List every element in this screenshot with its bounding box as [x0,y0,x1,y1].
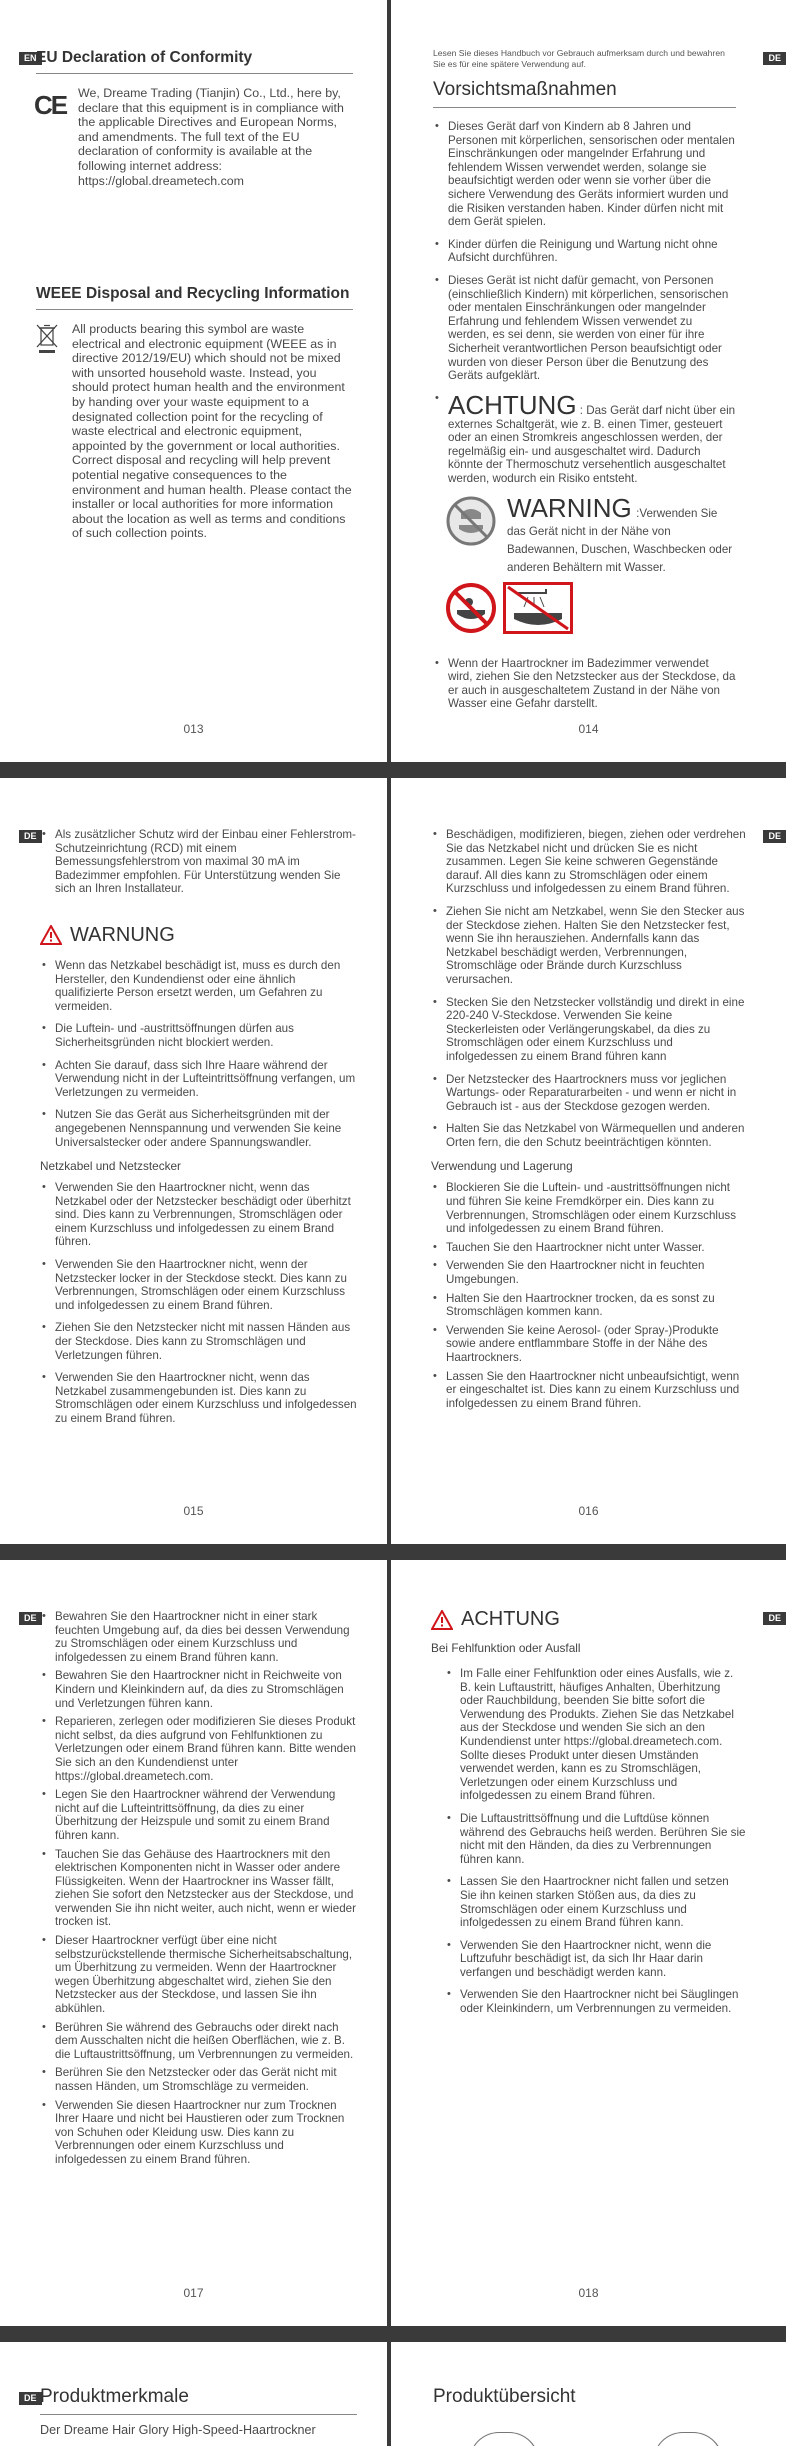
no-bath-icon [445,582,497,639]
malfunction-item: • Verwenden Sie den Haartrockner nicht, wenn die Luftzufuhr beschädigt ist, da sich Ihr Haar darin verfangen und beschädigt werden kann. [445,1939,746,1980]
page-number: 015 [183,1504,204,1518]
precaution-item: • Kinder dürfen die Reinigung und Wartung nicht ohne Aufsicht durchführen. [433,238,736,265]
section-subtitle: Bei Fehlfunktion oder Ausfall [431,1641,581,1655]
storage-item: • Bewahren Sie den Haartrockner nicht in Reichweite von Kindern und Kleinkindern auf, da dies zu Stromschlägen und Verletzungen führen kann. [40,1669,357,1710]
cable-item: • Der Netzstecker des Haartrockners muss vor jeglichen Wartungs- oder Reparaturarbeiten - und wenn er nicht in Gebrauch ist - aus der Steckdose gezogen werden. [431,1073,746,1114]
no-water-prohibition-icon [445,495,501,551]
title-rule [433,107,736,108]
page-016 [391,778,786,1544]
page-014 [391,0,786,762]
page-number: 016 [578,1504,599,1518]
spread-1 [0,0,786,762]
cable-item: • Verwenden Sie den Haartrockner nicht, wenn das Netzkabel zusammengebunden ist. Dies kann zu Stromschlägen oder einem Kurzschluss und infolgedessen zu einem Brand führen. [40,1371,357,1425]
storage-item: • Dieser Haartrockner verfügt über eine nicht selbstzurückstellende thermische Sicherheitsabschaltung, um Überhitzung zu vermeiden. Wenn der Haartrockner wegen Überhitzung abgeschaltet wird, ziehen Sie den Netzstecker aus der Steckdose, und lassen Sie ihn abkühlen. [40,1934,357,2016]
no-shower-icon [503,582,573,634]
warning-item: • Wenn das Netzkabel beschädigt ist, muss es durch den Hersteller, den Kundendienst oder eine ähnlich qualifizierte Person ersetzt werden, um Gefahren zu vermeiden. [40,959,357,1013]
usage-item: • Blockieren Sie die Luftein- und -austrittsöffnungen nicht und führen Sie keine Fremdkörper ein. Dies kann zu Verbrennungen, Stromschlägen oder einem Kurzschluss und infolgedessen zu einem Brand führen. [431,1181,746,1235]
usage-item: • Lassen Sie den Haartrockner nicht unbeaufsichtigt, wenn er eingeschaltet ist. Dies kann zu einem Kurzschluss und infolgedessen zu einem Brand führen. [431,1370,746,1411]
bathroom-item: • Wenn der Haartrockner im Badezimmer verwendet wird, ziehen Sie den Netzstecker aus der Steckdose, da er auch in ausgeschaltetem Zustand in der Nähe von Wasser eine Gefahr darstellt. [433,657,736,711]
achtung-title: ACHTUNG [461,1608,560,1630]
page-015 [0,778,387,1544]
warning-item: • Achten Sie darauf, dass sich Ihre Haare während der Verwendung nicht in der Lufteintrittsöffnung verfangen, um Verletzungen zu vermeiden. [40,1059,357,1100]
cable-item: • Stecken Sie den Netzstecker vollständig und direkt in eine 220-240 V-Steckdose. Verwenden Sie keine Steckerleisten oder Verlängerungskabel, da dies zu Stromschlägen oder einem Kurzschluss und infolgedessen zu einem Brand führen kann [431,996,746,1064]
section-subtitle: Netzkabel und Netzstecker [40,1159,181,1174]
achtung-text: : Das Gerät darf nicht über ein externes Schaltgerät, wie z. B. einen Timer, gesteuert oder an einen Stromkreis angeschlossen werden, der regelmäßig ein- und ausgeschaltet wird. Dadurch könnte der Thermoschutz versehentlich ausgeschaltet werden, wodurch ein Risiko entsteht. [448,403,736,486]
spread-4 [0,2342,786,2446]
storage-item: • Reparieren, zerlegen oder modifizieren Sie dieses Produkt nicht selbst, da dies aufgrund von Fehlfunktionen zu Verletzungen oder einem Brand führen kann. Bitte wenden Sie sich an den Kundendienst unter https://global.dreametech.com. [40,1715,357,1783]
intro-note: Lesen Sie dieses Handbuch vor Gebrauch aufmerksam durch und bewahren Sie es für eine spätere Verwendung auf. [433,48,725,69]
cable-item: • Halten Sie das Netzkabel von Wärmequellen und anderen Orten fern, die den Schutz beeinträchtigen könnten. [431,1122,746,1149]
storage-list [40,1610,357,2167]
warning-list [40,959,357,1149]
lang-badge: DE [763,52,786,65]
page-018 [391,1560,786,2326]
product-outline-left [469,2432,539,2446]
cable-item: • Verwenden Sie den Haartrockner nicht, wenn der Netzstecker locker in der Steckdose steckt. Dies kann zu Verbrennungen, Stromschlägen oder einem Kurzschluss und infolgedessen zu einem Brand führen. [40,1258,357,1312]
eu-declaration-text: We, Dreame Trading (Tianjin) Co., Ltd., here by, declare that this equipment is in compliance with the applicable Directives and European Norms, and amendments. The full text of the EU declaration of conformity is available at the following internet address: https://global.dreametech.com [78,86,344,188]
warning-text: :Verwenden Sie das Gerät nicht in der Nähe von Badewannen, Duschen, Waschbecken oder anderen Behältern mit Wasser. [507,506,733,574]
malfunction-list [431,1667,746,2016]
crossed-bin-icon [36,324,66,541]
cable-item: • Ziehen Sie nicht am Netzkabel, wenn Sie den Stecker aus der Steckdose ziehen. Halten Sie den Netzstecker fest, wenn Sie ihn herausziehen. Andernfalls kann das Netzkabel beschädigt werden, Verbrennungen, Stromschläge oder Brände durch Kurzschluss verursachen. [431,905,746,987]
malfunction-item: • Die Luftaustrittsöffnung und die Luftdüse können während des Gebrauchs heiß werden. Berühren Sie sie nicht mit den Händen, da dies zu Verbrennungen führen kann. [445,1812,746,1866]
rcd-item: • Als zusätzlicher Schutz wird der Einbau einer Fehlerstrom-Schutzeinrichtung (RCD) mit einem Bemessungsfehlerstrom von maximal 30 mA im Badezimmer empfohlen. Für Unterstützung wenden Sie sich an Ihren Installateur. [40,828,357,896]
cable-list [40,1181,357,1426]
lang-badge: DE [763,1612,786,1625]
achtung-heading [431,1608,746,1631]
lang-badge: DE [19,1612,42,1625]
weee-text: All products bearing this symbol are waste electrical and electronic equipment (WEEE as in directive 2012/19/EU) which should not be mixed with unsorted household waste. Instead, you should protect human health and the environment by handing over your waste equipment to a designated collection point for the recycling of waste electrical and electronic equipment, appointed by the government or local authorities. Correct disposal and recycling will help prevent potential negative consequences to the environment and human health. Please contact the installer or local authorities for more information about the location as well as terms and conditions of such collection points. [72,322,352,541]
storage-item: • Berühren Sie während des Gebrauchs oder direkt nach dem Ausschalten nicht die heißen Oberflächen, wie z. B. die Luftaustrittsöffnung, um Verbrennungen zu vermeiden. [40,2021,357,2062]
overview-title: Produktübersicht [433,2386,576,2407]
usage-item: • Halten Sie den Haartrockner trocken, da es sonst zu Stromschlägen kommen kann. [431,1292,746,1319]
features-title: Produktmerkmale [40,2386,189,2407]
usage-list [431,1181,746,1410]
usage-item: • Tauchen Sie den Haartrockner nicht unter Wasser. [431,1241,746,1255]
storage-item: • Legen Sie den Haartrockner während der Verwendung nicht auf die Lufteintrittsöffnung, da dies zu einer Überhitzung der Heizspule und somit zu einem Brand führen kann. [40,1788,357,1842]
lang-badge: DE [19,2392,42,2405]
usage-item: • Verwenden Sie den Haartrockner nicht in feuchten Umgebungen. [431,1259,746,1286]
cable-item: • Beschädigen, modifizieren, biegen, ziehen oder verdrehen Sie das Netzkabel nicht und drücken Sie es nicht zusammen. Legen Sie keine schweren Gegenstände darauf. All dies kann zu Stromschlägen oder einem Kurzschluss und infolgedessen zu einem Brand führen. [431,828,746,896]
precaution-item: • Dieses Gerät darf von Kindern ab 8 Jahren und Personen mit körperlichen, sensorischen oder mentalen Einschränkungen oder mangelnder Erfahrung und fehlendem Wissen verwendet werden, solange sie beaufsichtigt werden oder wenn sie vorher über die sichere Verwendung des Geräts informiert wurden und die Risiken verstanden haben. Kinder dürfen nicht mit dem Gerät spielen. [433,120,736,229]
warning-heading [40,924,357,947]
product-outline-right [653,2432,723,2446]
title-rule [36,73,353,74]
lang-badge: DE [19,830,42,843]
storage-item: • Tauchen Sie das Gehäuse des Haartrockners mit den elektrischen Komponenten nicht in Wasser oder andere Flüssigkeiten. Wenn der Haartrockner ins Wasser fällt, ziehen Sie sofort den Netzstecker aus der Steckdose, und verwenden Sie ihn nicht weiter, auch nicht, wenn er wieder trocken ist. [40,1848,357,1930]
lang-badge: EN [19,52,42,65]
cable-list-continued [431,828,746,1149]
warning-label: WARNING [507,492,632,523]
ce-mark-icon: CE [34,90,67,120]
cable-item: • Verwenden Sie den Haartrockner nicht, wenn das Netzkabel oder der Netzstecker beschädigt oder überhitzt sind. Dies kann zu Verbrennungen, Stromschlägen oder einem Kurzschluss und infolgedessen zu einem Brand führen. [40,1181,357,1249]
warning-triangle-icon [40,925,62,945]
malfunction-item: • Lassen Sie den Haartrockner nicht fallen und setzen Sie ihn keinen starken Stößen aus, da dies zu Stromschlägen oder einem Kurzschluss und infolgedessen zu einem Brand führen kann. [445,1875,746,1929]
title-rule [36,309,353,310]
achtung-item [433,389,736,486]
page-017 [0,1560,387,2326]
warning-item: • Die Luftein- und -austrittsöffnungen dürfen aus Sicherheitsgründen nicht blockiert werden. [40,1022,357,1049]
warning-item: • Nutzen Sie das Gerät aus Sicherheitsgründen mit der angegebenen Nennspannung und verwenden Sie keine Universalstecker oder andere Spannungswandler. [40,1108,357,1149]
achtung-label: ACHTUNG [448,389,577,420]
lang-badge: DE [763,830,786,843]
precautions-list [433,120,736,383]
page-number: 014 [578,722,599,736]
page-020 [391,2342,786,2446]
storage-item: • Bewahren Sie den Haartrockner nicht in einer stark feuchten Umgebung auf, da dies bei dessen Verwendung zu Stromschlägen oder einem Kurzschluss und infolgedessen zu einem Brand führen kann. [40,1610,357,1664]
storage-item: • Berühren Sie den Netzstecker oder das Gerät nicht mit nassen Händen, um Stromschläge zu vermeiden. [40,2066,357,2093]
cable-item: • Ziehen Sie den Netzstecker nicht mit nassen Händen aus der Steckdose. Dies kann zu Stromschlägen und Verletzungen führen. [40,1321,357,1362]
page-number: 018 [578,2286,599,2300]
storage-item: • Verwenden Sie diesen Haartrockner nur zum Trocknen Ihrer Haare und nicht bei Haustieren oder zum Trocknen von Schuhen oder Kleidung usw. Dies kann zu Verbrennungen oder einem Kurzschluss und infolgedessen zu einem Brand führen. [40,2099,357,2167]
malfunction-item: • Im Falle einer Fehlfunktion oder eines Ausfalls, wie z. B. kein Luftaustritt, häufiges Anhalten, Überhitzung oder Rauchbildung, beenden Sie bitte sofort die Verwendung des Produkts. Ziehen Sie das Netzkabel aus der Steckdose und wenden Sie sich an den Kundendienst unter https://global.dreametech.com. Sollte dieses Produkt unter diesen Umständen verwendet werden, kann es zu Stromschlägen, Verletzungen oder einem Kurzschluss und infolgedessen zu einem Brand führen. [445,1667,746,1803]
spread-3 [0,1560,786,2326]
precautions-title: Vorsichtsmaßnahmen [433,79,617,100]
page-013 [0,0,387,762]
spread-2 [0,778,786,1544]
warning-title: WARNUNG [70,923,175,946]
warning-triangle-icon [431,1610,453,1630]
eu-declaration-title: EU Declaration of Conformity [36,49,253,66]
precaution-item: • Dieses Gerät ist nicht dafür gemacht, von Personen (einschließlich Kindern) mit körperlichen, sensorischen oder mentalen Einschränkungen oder mangelnder Erfahrung und fehlendem Wissen verwendet zu werden, es sei denn, sie werden von einer für ihre Sicherheit verantwortlichen Person beaufsichtigt oder wurden von dieser Person über die Benutzung des Geräts aufgeklärt. [433,274,736,383]
section-subtitle: Verwendung und Lagerung [431,1159,573,1174]
weee-title: WEEE Disposal and Recycling Information [36,285,350,302]
usage-item: • Verwenden Sie keine Aerosol- (oder Spray-)Produkte sowie andere entflammbare Stoffe in der Nähe des Haartrockners. [431,1324,746,1365]
page-number: 013 [183,722,204,736]
title-rule [40,2414,357,2415]
page-number: 017 [183,2286,204,2300]
malfunction-item: • Verwenden Sie den Haartrockner nicht bei Säuglingen oder Kleinkindern, um Verbrennungen zu vermeiden. [445,1988,746,2015]
page-019 [0,2342,387,2446]
features-text: Der Dreame Hair Glory High-Speed-Haartrockner [40,2423,316,2437]
